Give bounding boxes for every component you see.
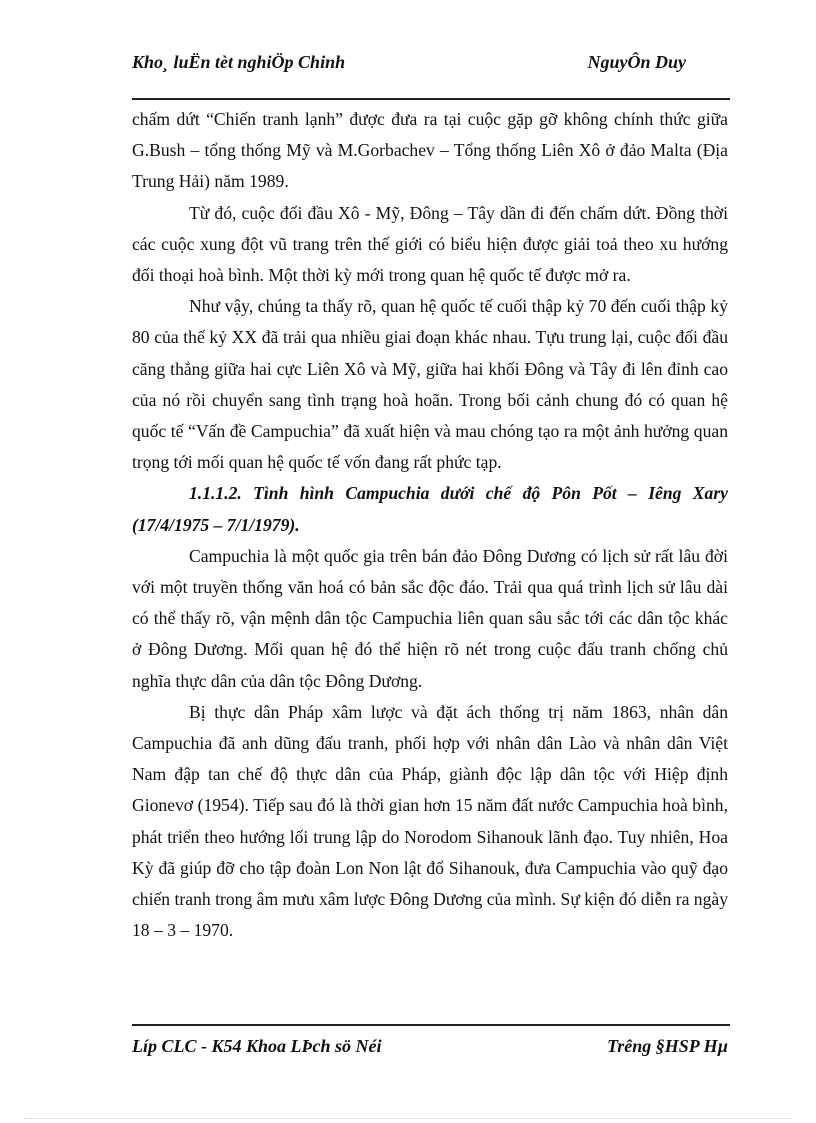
page-footer (132, 1024, 730, 1084)
page-header (132, 46, 730, 100)
footer-class-info: Líp CLC - K54 Khoa LÞch sö Néi (132, 1036, 382, 1056)
header-author-name: NguyÔn Duy (587, 52, 686, 72)
header-thesis-title: Kho¸ luËn tèt nghiÖp Chinh (132, 52, 346, 72)
paragraph-5: Bị thực dân Pháp xâm lược và đặt ách thống trị năm 1863, nhân dân Campuchia đã anh dũng đấu tranh, phối hợp với nhân dân Lào và nhân dân Việt Nam đập tan chế độ thực dân của Pháp, giành độc lập dân tộc với Hiệp định Gionevơ (1954). Tiếp sau đó là thời gian hơn 15 năm đất nước Campuchia hoà bình, phát triển theo hướng lối trung lập do Norodom Sihanouk lãnh đạo. Tuy nhiên, Hoa Kỳ đã giúp đỡ cho tập đoàn Lon Non lật đổ Sihanouk, đưa Campuchia vào quỹ đạo chiến tranh trong âm mưu xâm lược Đông Dương của mình. Sự kiện đó diễn ra ngày 18 – 3 – 1970. (132, 701, 728, 941)
section-heading: 1.1.1.2. Tình hình Campuchia dưới chế độ Pôn Pốt – Iêng Xary (17/4/1975 – 7/1/1979). (132, 483, 728, 535)
footer-university: Trêng §HSP Hµ (606, 1036, 728, 1056)
paragraph-2: Từ đó, cuộc đối đầu Xô - Mỹ, Đông – Tây dần đi đến chấm dứt. Đồng thời các cuộc xung đột vũ trang trên thế giới có biểu hiện được giải toả theo xu hướng đối thoại hoà bình. Một thời kỳ mới trong quan hệ quốc tế được mở ra. (132, 202, 728, 286)
paragraph-3: Như vậy, chúng ta thấy rõ, quan hệ quốc tế cuối thập kỷ 70 đến cuối thập kỷ 80 của thế kỷ XX đã trải qua nhiều giai đoạn khác nhau. Tựu trung lại, cuộc đối đầu căng thẳng giữa hai cực Liên Xô và Mỹ, giữa hai khối Đông và Tây đi lên đỉnh cao của nó rồi chuyển sang tình trạng hoà hoãn. Trong bối cảnh chung đó có quan hệ quốc tế “Vấn đề Campuchia” đã xuất hiện và mau chóng tạo ra một ảnh hưởng quan trọng tới mối quan hệ quốc tế vốn đang rất phức tạp. (132, 296, 728, 473)
page-edge-divider (24, 1118, 792, 1119)
paragraph-4: Campuchia là một quốc gia trên bán đảo Đông Dương có lịch sử rất lâu đời với một truyền thống văn hoá có bản sắc độc đáo. Trải qua quá trình lịch sử lâu dài có thể thấy rõ, vận mệnh dân tộc Campuchia liên quan sâu sắc tới các dân tộc khác ở Đông Dương. Mối quan hệ đó thể hiện rõ nét trong cuộc đấu tranh chống chủ nghĩa thực dân của dân tộc Đông Dương. (132, 545, 728, 691)
paragraph-1: chấm dứt “Chiến tranh lạnh” được đưa ra tại cuộc gặp gỡ không chính thức giữa G.Bush – tổng thống Mỹ và M.Gorbachev – Tổng thống Liên Xô ở đảo Malta (Địa Trung Hải) năm 1989. (132, 109, 728, 192)
document-body (132, 104, 728, 946)
